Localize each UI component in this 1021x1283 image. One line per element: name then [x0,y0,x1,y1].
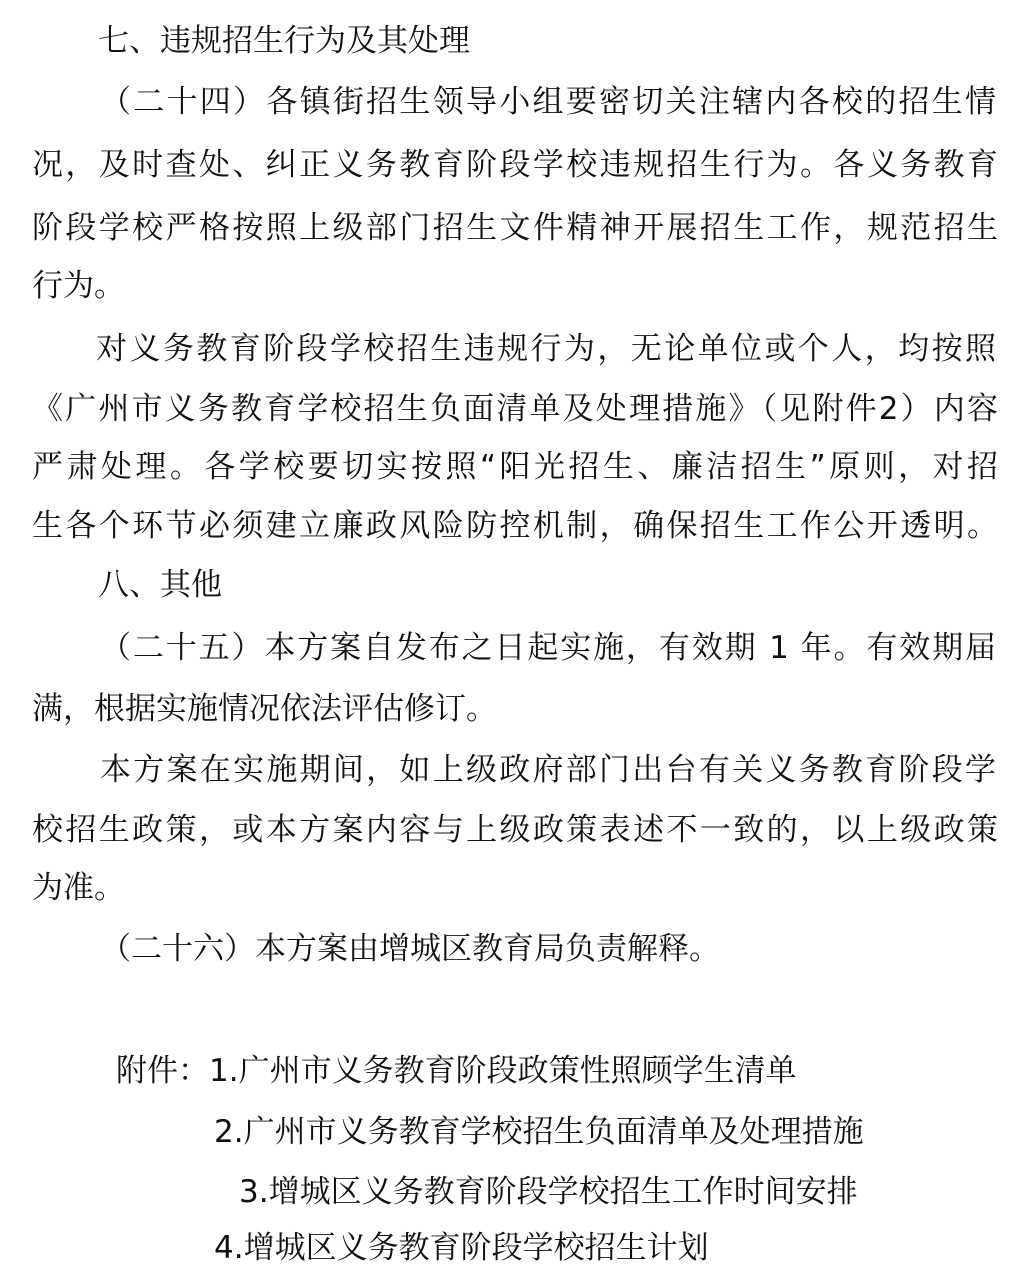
section-heading-violations: 七、违规招生行为及其处理 [98,23,470,59]
paragraph-line: （二十五）本方案自发布之日起实施，有效期 1 年。有效期届 [100,630,996,666]
attachments-label: 附件：1.广州市义务教育阶段政策性照顾学生清单 [116,1053,797,1089]
paragraph-line: （二十四）各镇街招生领导小组要密切关注辖内各校的招生情 [100,84,996,120]
paragraph-line: 阶段学校严格按照上级部门招生文件精神开展招生工作，规范招生 [32,210,998,246]
paragraph-line: 为准。 [32,870,125,906]
paragraph-line: 满，根据实施情况依法评估修订。 [32,691,497,727]
attachment-item: 3.增城区义务教育阶段学校招生工作时间安排 [239,1174,858,1210]
paragraph-line: 本方案在实施期间，如上级政府部门出台有关义务教育阶段学 [100,752,996,788]
paragraph-line: 对义务教育阶段学校招生违规行为，无论单位或个人，均按照 [96,331,996,367]
paragraph-line: 况，及时查处、纠正义务教育阶段学校违规招生行为。各义务教育 [32,147,998,183]
paragraph-line: 行为。 [32,268,125,304]
paragraph-line: 生各个环节必须建立廉政风险防控机制，确保招生工作公开透明。 [32,508,998,544]
attachment-item: 4.增城区义务教育阶段学校招生计划 [214,1230,709,1266]
section-heading-other: 八、其他 [98,567,222,603]
paragraph-line: 《广州市义务教育学校招生负面清单及处理措施》（见附件2）内容 [32,391,998,427]
paragraph-line: 校招生政策，或本方案内容与上级政策表述不一致的，以上级政策 [32,812,998,848]
paragraph-line: （二十六）本方案由增城区教育局负责解释。 [100,931,720,967]
attachment-item: 2.广州市义务教育学校招生负面清单及处理措施 [214,1114,864,1150]
paragraph-line: 严肃处理。各学校要切实按照“阳光招生、廉洁招生”原则，对招 [32,449,998,485]
